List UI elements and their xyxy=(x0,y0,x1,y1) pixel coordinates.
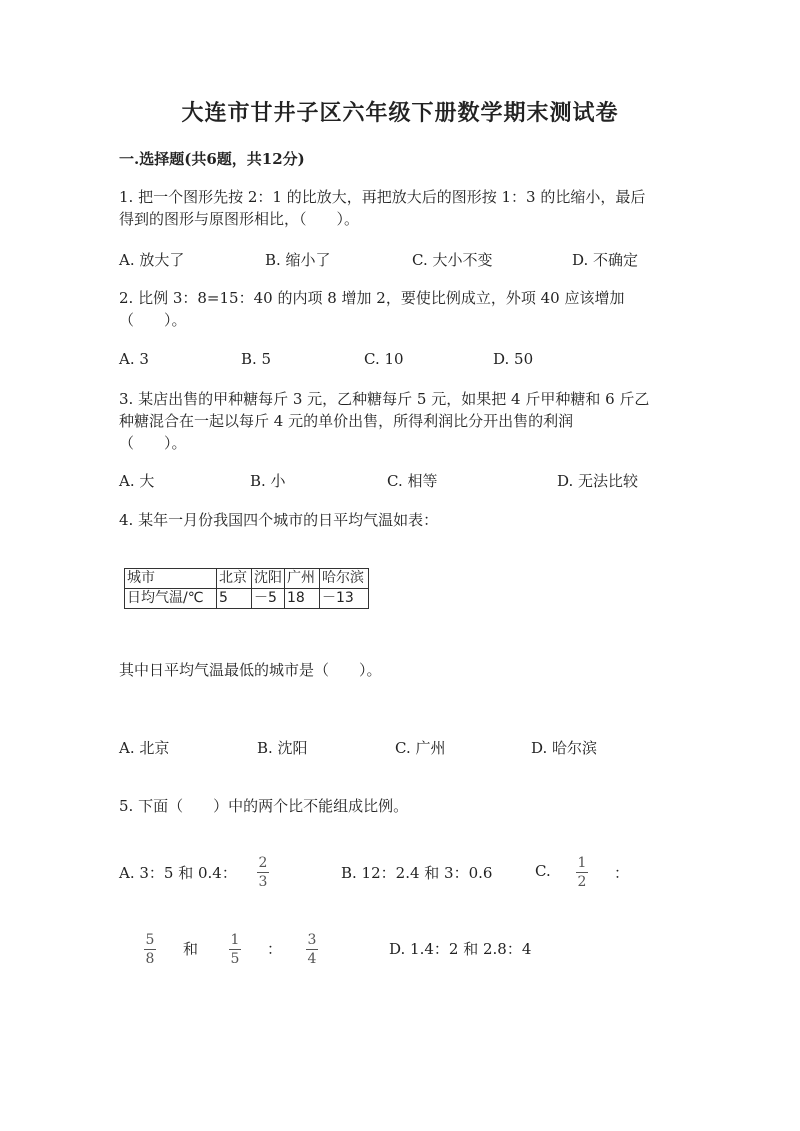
q4-option-d[interactable]: D. 哈尔滨 xyxy=(531,739,598,757)
table-header-row xyxy=(125,569,369,589)
fraction-bar xyxy=(306,949,318,950)
q2-option-c[interactable]: C. 10 xyxy=(364,350,404,368)
fraction-bar xyxy=(229,949,241,950)
q2-option-b[interactable]: B. 5 xyxy=(241,350,272,368)
fraction-5-8 xyxy=(144,932,156,967)
fraction-1-2 xyxy=(576,855,588,890)
table-cell: 5 xyxy=(217,589,252,609)
fraction-numerator: 2 xyxy=(258,855,268,871)
fraction-denominator: 3 xyxy=(258,874,268,890)
fraction-denominator: 2 xyxy=(577,874,587,890)
q4-question: 其中日平均气温最低的城市是（ ）。 xyxy=(119,661,382,679)
q3-option-a[interactable]: A. 大 xyxy=(119,472,155,490)
fraction-1-5 xyxy=(229,932,241,967)
fraction-numerator: 1 xyxy=(577,855,587,871)
fraction-3-4 xyxy=(306,932,318,967)
fraction-bar xyxy=(576,872,588,873)
fraction-denominator: 8 xyxy=(145,951,155,967)
q4-option-a[interactable]: A. 北京 xyxy=(119,739,170,757)
fraction-2-3 xyxy=(257,855,269,890)
fraction-denominator: 5 xyxy=(230,951,240,967)
q1-option-a[interactable]: A. 放大了 xyxy=(119,251,185,269)
table-cell: 北京 xyxy=(217,569,252,589)
q3-option-b[interactable]: B. 小 xyxy=(250,472,286,490)
table-cell: 哈尔滨 xyxy=(320,569,369,589)
q3-option-d[interactable]: D. 无法比较 xyxy=(557,472,639,490)
temperature-table xyxy=(124,568,369,609)
page-title: 大连市甘井子区六年级下册数学期末测试卷 xyxy=(181,100,619,126)
table-cell: －13 xyxy=(320,589,369,609)
section-heading: 一.选择题(共6题，共12分) xyxy=(119,150,305,168)
table-cell: 沈阳 xyxy=(252,569,285,589)
q4-option-b[interactable]: B. 沈阳 xyxy=(257,739,308,757)
table-cell: 18 xyxy=(285,589,320,609)
q4-option-c[interactable]: C. 广州 xyxy=(395,739,446,757)
q4-text-line1: 4. 某年一月份我国四个城市的日平均气温如表： xyxy=(119,511,439,529)
q1-option-b[interactable]: B. 缩小了 xyxy=(265,251,331,269)
q5-option-b[interactable]: B. 12：2.4 和 3：0.6 xyxy=(341,864,493,882)
q5-option-a[interactable]: A. 3：5 和 0.4： xyxy=(119,864,237,882)
q3-text-line1: 3. 某店出售的甲种糖每斤 3 元，乙种糖每斤 5 元，如果把 4 斤甲种糖和 6 斤乙 xyxy=(119,390,650,408)
table-cell: 城市 xyxy=(125,569,217,589)
table-cell: 广州 xyxy=(285,569,320,589)
q1-text-line2: 得到的图形与原图形相比，（ ）。 xyxy=(119,210,360,228)
q5-text-line1: 5. 下面（ ）中的两个比不能组成比例。 xyxy=(119,797,409,815)
table-row xyxy=(125,589,369,609)
q3-text-line3: （ ）。 xyxy=(119,434,187,452)
fraction-bar xyxy=(257,872,269,873)
table-cell: －5 xyxy=(252,589,285,609)
q2-option-a[interactable]: A. 3 xyxy=(119,350,149,368)
q2-text-line1: 2. 比例 3：8=15：40 的内项 8 增加 2，要使比例成立，外项 40 应该增加 xyxy=(119,289,625,307)
q2-option-d[interactable]: D. 50 xyxy=(493,350,534,368)
fraction-numerator: 1 xyxy=(230,932,240,948)
ratio-colon: ： xyxy=(267,940,283,958)
q3-option-c[interactable]: C. 相等 xyxy=(387,472,438,490)
fraction-numerator: 5 xyxy=(145,932,155,948)
fraction-bar xyxy=(144,949,156,950)
fraction-denominator: 4 xyxy=(307,951,317,967)
and-word: 和 xyxy=(183,940,199,958)
ratio-colon: ： xyxy=(614,864,630,882)
table-cell: 日均气温/℃ xyxy=(125,589,217,609)
q5-option-d[interactable]: D. 1.4：2 和 2.8：4 xyxy=(389,940,532,958)
q1-option-d[interactable]: D. 不确定 xyxy=(572,251,639,269)
q1-option-c[interactable]: C. 大小不变 xyxy=(412,251,493,269)
q3-text-line2: 种糖混合在一起以每斤 4 元的单价出售，所得利润比分开出售的利润 xyxy=(119,412,574,430)
q2-text-line2: （ ）。 xyxy=(119,311,187,329)
q5-option-c[interactable]: C. xyxy=(535,862,551,880)
fraction-numerator: 3 xyxy=(307,932,317,948)
q1-text-line1: 1. 把一个图形先按 2：1 的比放大，再把放大后的图形按 1：3 的比缩小，最后 xyxy=(119,188,646,206)
